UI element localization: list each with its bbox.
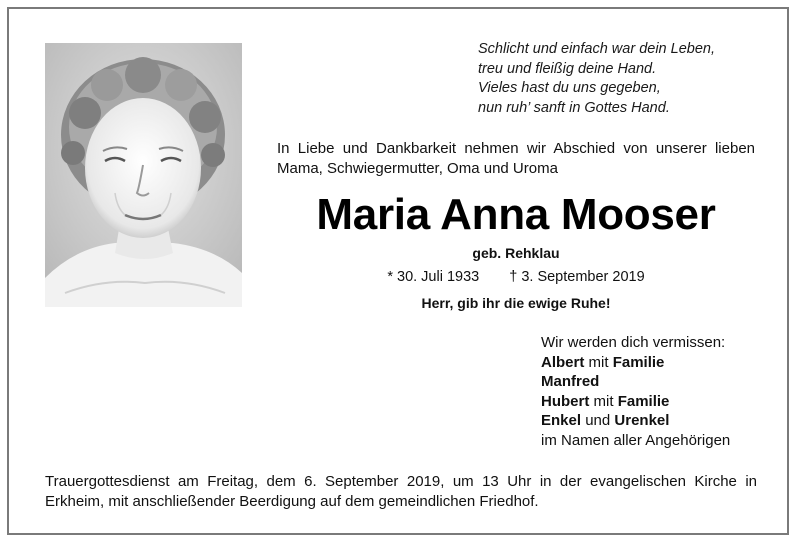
poem-line: Vieles hast du uns gegeben, [478, 80, 661, 96]
mourner-relation: Familie [612, 353, 665, 371]
death-date: † 3. September 2019 [509, 269, 645, 285]
mourner-name: Enkel [541, 412, 582, 429]
mourner-connector: mit [589, 392, 618, 410]
mourner-relation: Urenkel [614, 412, 670, 429]
mourners-list [541, 333, 781, 450]
mourner-line [541, 411, 781, 431]
poem [478, 40, 778, 118]
farewell-intro: In Liebe und Dankbarkeit nehmen wir Abschied von unserer lieben Mama, Schwiegermutter, Oma und Uroma [277, 140, 755, 177]
birth-name: geb. Rehklau [472, 245, 560, 261]
prayer: Herr, gib ihr die ewige Ruhe! [421, 295, 611, 311]
mourner-relation: Familie [617, 392, 670, 410]
mourner-name: Hubert [541, 392, 590, 410]
life-dates [277, 267, 755, 287]
mourner-name: Albert [541, 353, 585, 371]
portrait-illustration [45, 43, 242, 307]
mourner-line [541, 353, 781, 373]
deceased-name: Maria Anna Mooser [316, 190, 716, 239]
mourners-closing: im Namen aller Angehörigen [541, 431, 731, 449]
mourner-name: Manfred [541, 373, 600, 390]
mourner-line [541, 392, 781, 412]
birth-date: * 30. Juli 1933 [387, 269, 480, 285]
mourner-connector: und [581, 412, 615, 429]
poem-line: Schlicht und einfach war dein Leben, [478, 41, 715, 57]
mourner-line [541, 372, 781, 392]
funeral-service-info: Trauergottesdienst am Freitag, dem 6. September 2019, um 13 Uhr in der evangelischen Kirche in Erkheim, mit anschließender Beerdigung auf dem gemeindlichen Friedhof. [45, 473, 757, 510]
mourner-connector: mit [584, 353, 613, 371]
portrait-photo [45, 43, 242, 307]
poem-line: nun ruh’ sanft in Gottes Hand. [478, 99, 670, 116]
mourners-intro: Wir werden dich vermissen: [541, 334, 726, 351]
poem-line: treu und fleißig deine Hand. [478, 60, 657, 77]
